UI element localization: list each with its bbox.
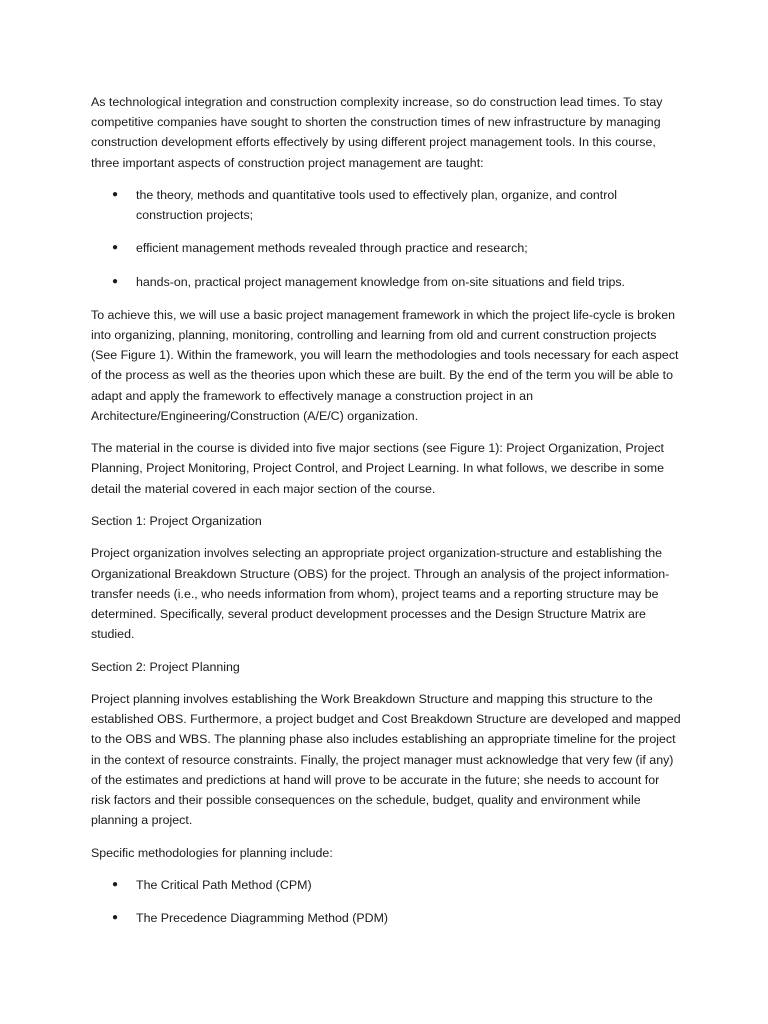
section1-heading: Section 1: Project Organization	[91, 514, 262, 529]
bullet-icon: ●	[112, 912, 119, 924]
document-page	[91, 92, 681, 941]
list-item: ● The Precedence Diagramming Method (PDM)	[91, 908, 681, 928]
list-item: ● efficient management methods revealed through practice and research;	[91, 238, 681, 258]
aspects-list	[91, 185, 681, 292]
intro-paragraph: As technological integration and construction complexity increase, so do construction lead times. To stay competitive companies have sought to shorten the construction times of new infrastructure by managing construction development efforts effectively by using different project management tools. In this course, three important aspects of construction project management are taught:	[91, 95, 663, 170]
bullet-icon: ●	[112, 275, 119, 287]
framework-paragraph: To achieve this, we will use a basic project management framework in which the project life-cycle is broken into organizing, planning, monitoring, controlling and learning from old and current construction projects (See Figure 1). Within the framework, you will learn the methodologies and tools necessary for each aspect of the process as well as the theories upon which these are built. By the end of the term you will be able to adapt and apply the framework to effectively manage a construction project in an Architecture/Engineering/Construction (A/E/C) organization.	[91, 307, 679, 423]
section2-heading: Section 2: Project Planning	[91, 659, 240, 674]
methods-intro: Specific methodologies for planning include:	[91, 845, 333, 860]
sections-paragraph: The material in the course is divided into five major sections (see Figure 1): Project Organization, Project Planning, Project Monitoring, Project Control, and Project Learning. In what follows, we describe in some detail the material covered in each major section of the course.	[91, 441, 665, 496]
list-item: ● The Critical Path Method (CPM)	[91, 875, 681, 895]
bullet-icon: ●	[112, 189, 119, 200]
bullet-icon: ●	[112, 879, 119, 890]
methods-list	[91, 875, 681, 928]
list-item: ● the theory, methods and quantitative tools used to effectively plan, organize, and control construction projects;	[91, 185, 681, 225]
section1-body: Project organization involves selecting an appropriate project organization-structure and establishing the Organizational Breakdown Structure (OBS) for the project. Through an analysis of the project information-transfer needs (i.e., who needs information from whom), project teams and a reporting structure may be determined. Specifically, several product development processes and the Design Structure Matrix are studied.	[91, 546, 670, 642]
list-item: ● hands-on, practical project management knowledge from on-site situations and field trips.	[91, 272, 681, 292]
section2-body: Project planning involves establishing the Work Breakdown Structure and mapping this structure to the established OBS. Furthermore, a project budget and Cost Breakdown Structure are developed and mapped to the OBS and WBS. The planning phase also includes establishing an appropriate timeline for the project in the context of resource constraints. Finally, the project manager must acknowledge that very few (if any) of the estimates and predictions at hand will prove to be accurate in the future; she needs to account for risk factors and their possible consequences on the schedule, budget, quality and environment while planning a project.	[91, 692, 681, 828]
bullet-icon: ●	[112, 242, 119, 254]
